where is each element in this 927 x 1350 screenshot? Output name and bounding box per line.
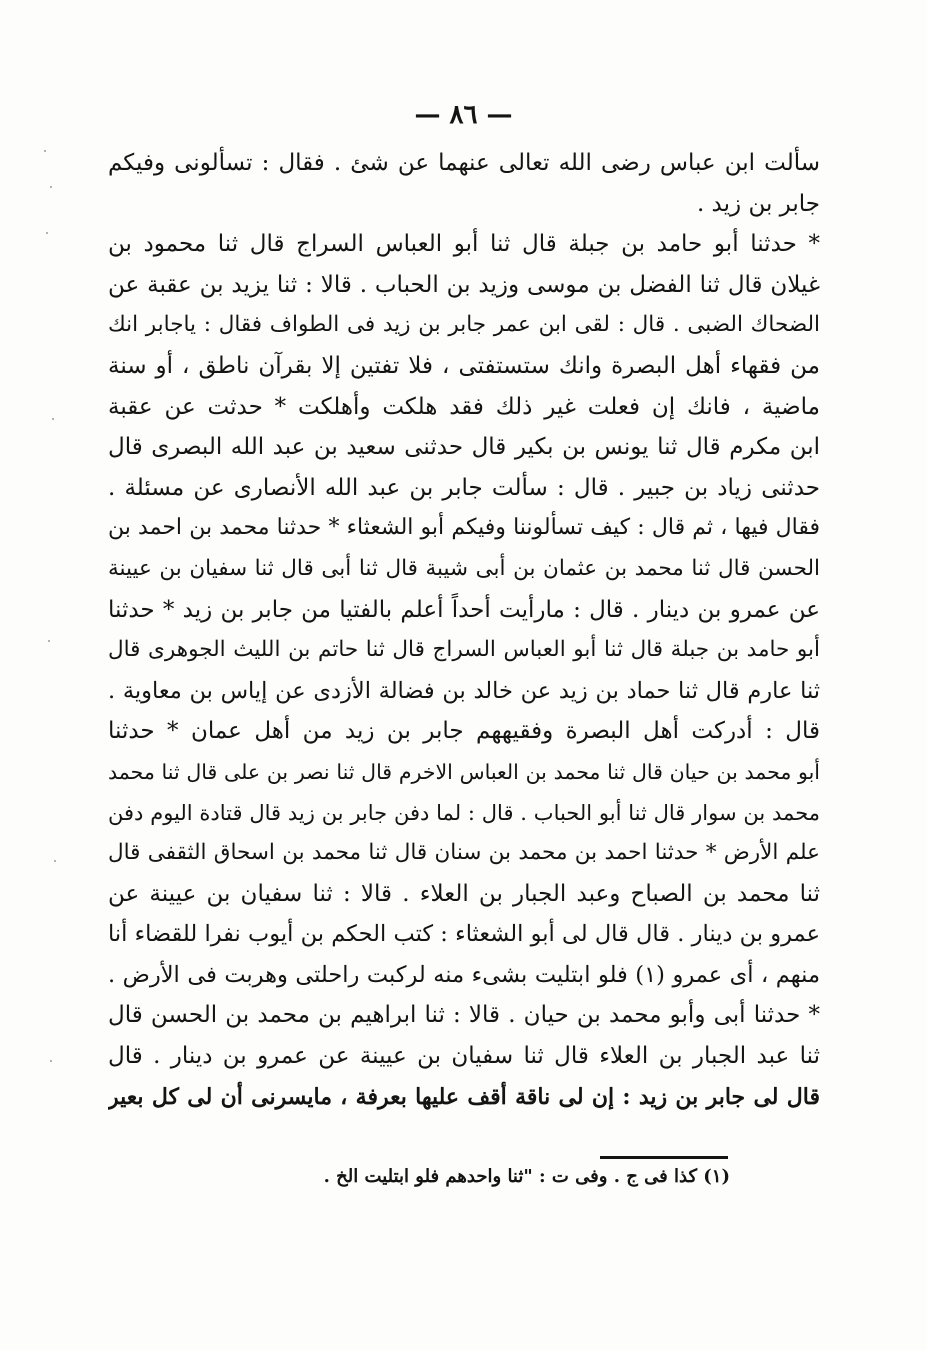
- body-text: [108, 143, 820, 1117]
- text-line: عن عمرو بن دينار . قال : مارأيت أحداً أعلم بالفتيا من جابر بن زيد * حدثنا: [108, 596, 820, 623]
- text-line: جابر بن زيد .: [696, 190, 820, 217]
- text-line: أبو حامد بن جبلة قال ثنا أبو العباس السراج قال ثنا حاتم بن الليث الجوهرى قال: [108, 637, 820, 663]
- text-line: علم الأرض * حدثنا احمد بن محمد بن سنان قال ثنا محمد بن اسحاق الثقفى قال: [108, 840, 820, 866]
- text-line: سألت ابن عباس رضى الله تعالى عنهما عن شئ . فقال : تسألونى وفيكم: [108, 150, 820, 176]
- text-line: ماضية ، فانك إن فعلت غير ذلك فقد هلكت وأهلكت * حدثت عن عقبة: [108, 393, 820, 420]
- scan-speck: [44, 150, 46, 152]
- text-line: ثنا عارم قال ثنا حماد بن زيد عن خالد بن فضالة الأزدى عن إياس بن معاوية .: [108, 677, 820, 704]
- text-line: الحسن قال ثنا محمد بن عثمان بن أبى شيبة قال ثنا أبى قال ثنا سفيان بن عيينة: [108, 555, 820, 581]
- text-line: الضحاك الضبى . قال : لقى ابن عمر جابر بن زيد فى الطواف فقال : ياجابر انك: [108, 312, 820, 338]
- scan-speck: [50, 186, 52, 188]
- text-line: * حدثنا أبى وأبو محمد بن حيان . قالا : ثنا ابراهيم بن محمد بن الحسن قال: [108, 1002, 820, 1029]
- footnote: (١) كذا فى ج . وفى ت : "ثنا واحدهم فلو ابتليت الخ .: [323, 1166, 730, 1187]
- text-line: قال لى جابر بن زيد : إن لى ناقة أقف عليها بعرفة ، مايسرنى أن لى كل بعير: [108, 1083, 820, 1110]
- text-line: حدثنى زياد بن جبير . قال : سألت جابر بن عبد الله الأنصارى عن مسئلة .: [108, 474, 820, 501]
- text-line: محمد بن سوار قال ثنا أبو الحباب . قال : لما دفن جابر بن زيد قال قتادة اليوم دفن: [108, 800, 820, 825]
- page-number: — ٨٦ —: [414, 100, 513, 130]
- text-line: عمرو بن دينار . قال قال لى أبو الشعثاء : كتب الحكم بن أيوب نفرا للقضاء أنا: [108, 921, 820, 948]
- text-line: من فقهاء أهل البصرة وانك ستستفتى ، فلا تفتين إلا بقرآن ناطق ، أو سنة: [108, 352, 820, 379]
- text-line: * حدثنا أبو حامد بن جبلة قال ثنا أبو العباس السراج قال ثنا محمود بن: [108, 231, 820, 258]
- scan-speck: [46, 232, 48, 234]
- text-line: فقال فيها ، ثم قال : كيف تسألوننا وفيكم أبو الشعثاء * حدثنا محمد بن احمد بن: [108, 515, 820, 541]
- text-line: قال : أدركت أهل البصرة وفقيههم جابر بن زيد من أهل عمان * حدثنا: [108, 718, 820, 745]
- text-line: منهم ، أى عمرو (١) فلو ابتليت بشىء منه لركبت راحلتى وهربت فى الأرض .: [108, 961, 820, 988]
- text-line: ابن مكرم قال ثنا يونس بن بكير قال حدثنى سعيد بن عبد الله البصرى قال: [108, 434, 820, 461]
- footnote-divider: [600, 1156, 728, 1159]
- scan-speck: [54, 860, 56, 862]
- text-line: ثنا محمد بن الصباح وعبد الجبار بن العلاء . قالا : ثنا سفيان بن عيينة عن: [108, 880, 820, 907]
- scan-speck: [48, 640, 50, 642]
- scan-speck: [50, 1060, 52, 1062]
- scan-speck: [52, 418, 54, 420]
- text-line: أبو محمد بن حيان قال ثنا محمد بن العباس الاخرم قال ثنا نصر بن على قال ثنا محمد: [108, 759, 820, 784]
- text-line: ثنا عبد الجبار بن العلاء قال ثنا سفيان بن عيينة عن عمرو بن دينار . قال: [108, 1043, 820, 1070]
- text-line: غيلان قال ثنا الفضل بن موسى وزيد بن الحباب . قالا : ثنا يزيد بن عقبة عن: [108, 271, 820, 298]
